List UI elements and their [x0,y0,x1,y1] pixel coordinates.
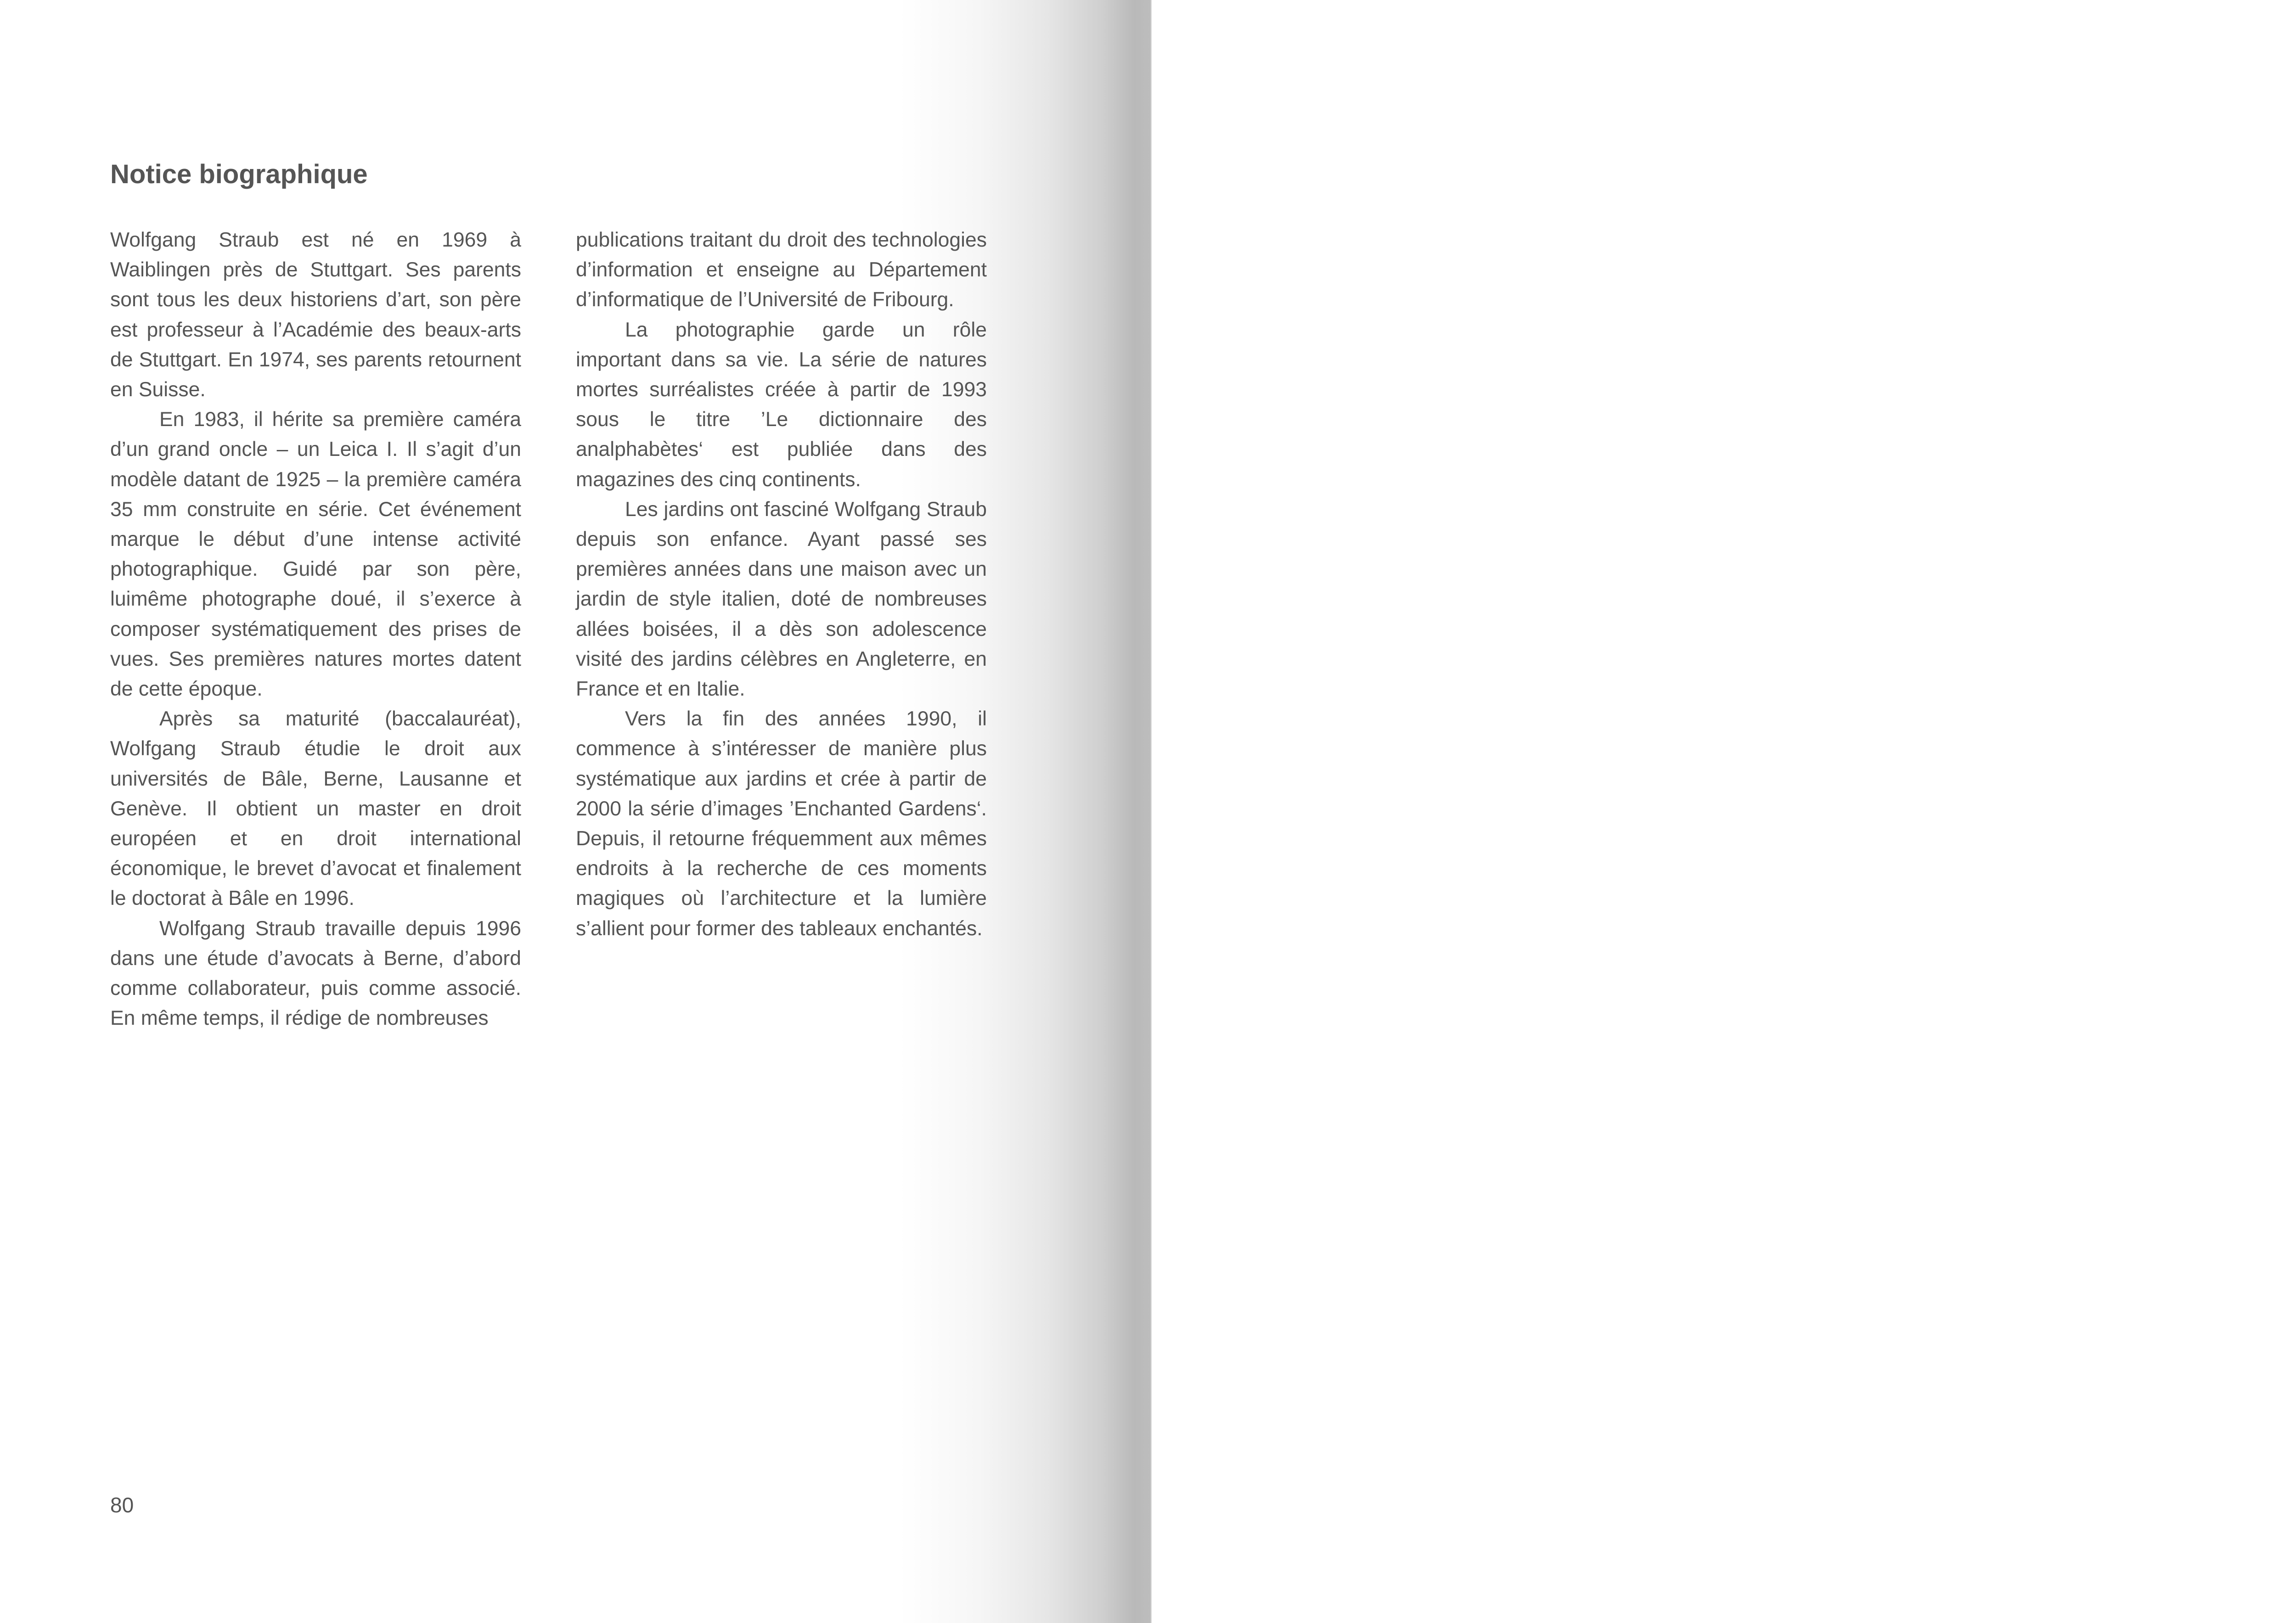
text-column-right [576,225,987,943]
page-heading: Notice biographique [110,159,368,189]
page-number: 80 [110,1493,134,1517]
paragraph: En 1983, il hérite sa première caméra d’un grand oncle – un Leica I. Il s’agit d’un modèle datant de 1925 – la première caméra 35 mm construite en série. Cet événement marque le début d’une intense activité photographique. Guidé par son père, luimême photographe doué, il s’exerce à composer systématiquement des prises de vues. Ses premières natures mortes datent de cette époque. [110,408,521,701]
paragraph: Après sa maturité (baccalauréat), Wolfgang Straub étudie le droit aux universités de Bâle, Berne, Lausanne et Genève. Il obtient un master en droit européen et en droit international économique, le brevet d’avocat et finalement le doctorat à Bâle en 1996. [110,708,521,910]
text-column-left [110,225,521,1033]
paragraph: La photographie garde un rôle important dans sa vie. La série de natures mortes surréalistes créée à partir de 1993 sous le titre ’Le dictionnaire des analphabètes‘ est publiée dans des magazines des cinq continents. [576,318,987,491]
paragraph: Wolfgang Straub est né en 1969 à Waiblingen près de Stuttgart. Ses parents sont tous les deux historiens d’art, son père est professeur à l’Académie des beaux-arts de Stuttgart. En 1974, ses parents retournent en Suisse. [110,229,521,401]
paragraph: Les jardins ont fasciné Wolfgang Straub depuis son enfance. Ayant passé ses premières années dans une maison avec un jardin de style italien, doté de nombreuses allées boisées, il a dès son adolescence visité des jardins célèbres en Angleterre, en France et en Italie. [576,498,987,701]
paragraph: publications traitant du droit des technologies d’information et enseigne au Département d’informatique de l’Université de Fribourg. [576,229,987,311]
paragraph: Vers la fin des années 1990, il commence à s’intéresser de manière plus systématique aux jardins et crée à partir de 2000 la série d’images ’Enchanted Gardens‘. Depuis, il retourne fréquemment aux mêmes endroits à la recherche de ces moments magiques où l’architecture et la lumière s’allient pour former des tableaux enchantés. [576,708,987,940]
paragraph: Wolfgang Straub travaille depuis 1996 dans une étude d’avocats à Berne, d’abord comme collaborateur, puis comme associé. En même temps, il rédige de nombreuses [110,917,521,1030]
right-page-blank [1152,0,2296,1623]
